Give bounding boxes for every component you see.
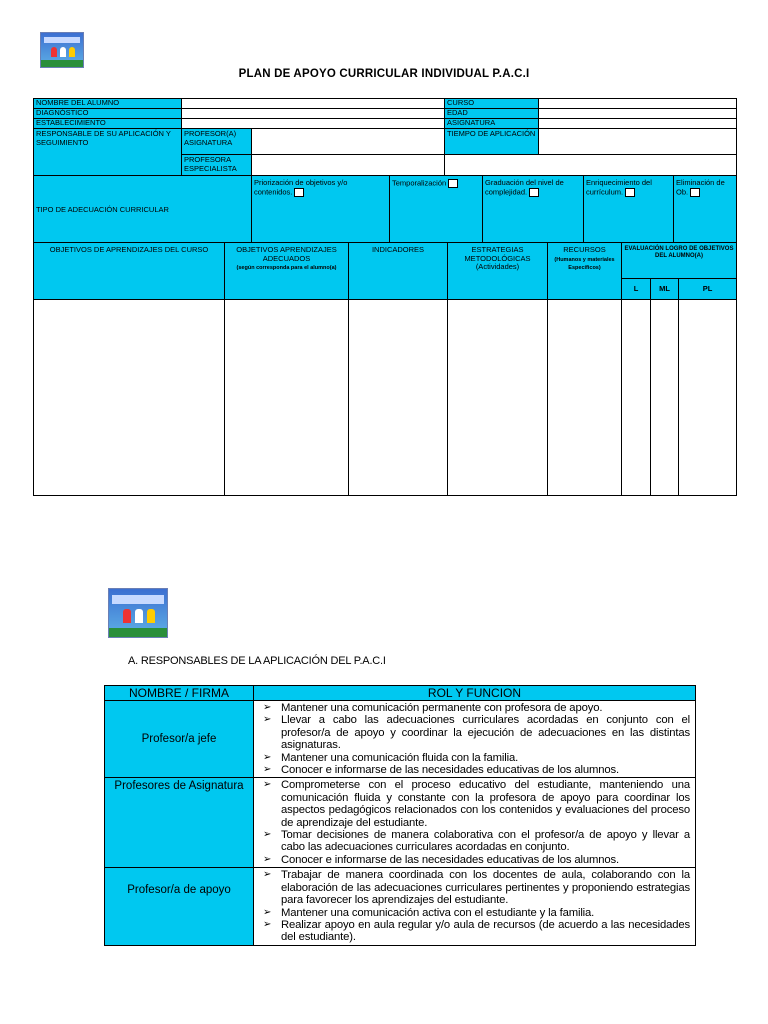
list-item: ➢ Conocer e informarse de las necesidades educativas de los alumnos. (281, 854, 690, 866)
body-objetivos-adecuados[interactable] (224, 299, 349, 496)
checkbox[interactable] (690, 188, 700, 197)
document-title: PLAN DE APOYO CURRICULAR INDIVIDUAL P.A.C.I (238, 68, 530, 80)
label-nombre: NOMBRE DEL ALUMNO (33, 98, 182, 109)
label-edad: EDAD (444, 108, 539, 119)
checkbox[interactable] (448, 179, 458, 188)
header-pl: PL (678, 278, 737, 300)
label-profesor-asignatura: PROFESOR(A) ASIGNATURA (181, 128, 252, 155)
option-temporalizacion[interactable] (389, 175, 483, 243)
header-rol-funcion: ROL Y FUNCION (254, 686, 696, 701)
field-profesor-asignatura[interactable] (251, 128, 445, 155)
label-tipo-adecuacion: TIPO DE ADECUACIÓN CURRICULAR (33, 175, 252, 243)
option-eliminacion[interactable] (673, 175, 737, 243)
body-l[interactable] (621, 299, 651, 496)
table-row (105, 868, 696, 945)
checkbox[interactable] (625, 188, 635, 197)
label-profesora-especialista: PROFESORA ESPECIALISTA (181, 154, 252, 176)
section-a-title: A. RESPONSABLES DE LA APLICACIÓN DEL P.A.C.I (128, 655, 386, 667)
table-row (105, 701, 696, 778)
list-item: ➢ Mantener una comunicación permanente con profesora de apoyo. (281, 702, 690, 714)
list-item: ➢ Tomar decisiones de manera colaborativa con el profesor/a de apoyo y llevar a cabo las adecuaciones curriculares acordadas en conjunto. (281, 829, 690, 854)
option-eliminacion-label: Eliminación de Ob. (676, 178, 725, 196)
option-graduacion[interactable] (482, 175, 584, 243)
option-temporalizacion-label: Temporalización (392, 178, 447, 188)
body-indicadores[interactable] (348, 299, 448, 496)
school-logo (108, 588, 168, 638)
list-item: ➢ Realizar apoyo en aula regular y/o aula de recursos (de acuerdo a las necesidades del estudiante). (281, 919, 690, 944)
label-responsable: RESPONSABLE DE SU APLICACIÓN Y SEGUIMIENTO (33, 128, 182, 176)
option-graduacion-label: Graduación del nivel de complejidad. (485, 178, 564, 196)
body-objetivos-curso[interactable] (33, 299, 225, 496)
role-name[interactable]: Profesor/a de apoyo (105, 868, 254, 945)
body-ml[interactable] (650, 299, 679, 496)
label-curso: CURSO (444, 98, 539, 109)
role-functions (254, 778, 696, 868)
label-tiempo: TIEMPO DE APLICACIÓN (444, 128, 539, 155)
list-item: ➢ Trabajar de manera coordinada con los docentes de aula, colaborando con la elaboración de las adecuaciones curriculares pertinentes y proponiendo estrategias para favorecer los aprendizajes del estudiante. (281, 869, 690, 906)
role-functions (254, 701, 696, 778)
header-estrategias: ESTRATEGIAS METODOLÓGICAS (Actividades) (447, 242, 548, 300)
header-objetivos-adecuados-text: OBJETIVOS APRENDIZAJES ADECUADOS (236, 245, 337, 263)
label-establecimiento: ESTABLECIMIENTO (33, 118, 182, 129)
header-nombre-firma: NOMBRE / FIRMA (105, 686, 254, 701)
header-recursos-text: RECURSOS (563, 245, 606, 254)
list-item: ➢ Conocer e informarse de las necesidades educativas de los alumnos. (281, 764, 690, 776)
table-row (105, 778, 696, 868)
school-logo (40, 32, 84, 68)
header-recursos (547, 242, 622, 300)
checkbox[interactable] (529, 188, 539, 197)
header-l: L (621, 278, 651, 300)
body-recursos[interactable] (547, 299, 622, 496)
option-enriquecimiento[interactable] (583, 175, 674, 243)
header-evaluacion: EVALUACIÓN LOGRO DE OBJETIVOS DEL ALUMNO(A) (621, 242, 737, 279)
body-pl[interactable] (678, 299, 737, 496)
role-name[interactable]: Profesores de Asignatura (105, 778, 254, 868)
list-item: ➢ Mantener una comunicación fluida con la familia. (281, 752, 690, 764)
list-item: ➢ Comprometerse con el proceso educativo del estudiante, manteniendo una comunicación fluida y constante con la profesora de apoyo para coordinar los aspectos pedagógicos relacionados con los contenidos y evaluaciones del proceso de aprendizaje del estudiante. (281, 779, 690, 829)
list-item: ➢ Mantener una comunicación activa con el estudiante y la familia. (281, 907, 690, 919)
checkbox[interactable] (294, 188, 304, 197)
field-blank[interactable] (444, 154, 737, 176)
label-diagnostico: DIAGNÓSTICO (33, 108, 182, 119)
header-objetivos-curso: OBJETIVOS DE APRENDIZAJES DEL CURSO (33, 242, 225, 300)
header-recursos-sub: (Humanos y materiales Específicos) (554, 256, 615, 271)
header-objetivos-adecuados (224, 242, 349, 300)
role-name[interactable]: Profesor/a jefe (105, 701, 254, 778)
header-objetivos-adecuados-sub: (según corresponda para el alumno(a) (236, 265, 337, 271)
roles-table (104, 685, 696, 946)
header-ml: ML (650, 278, 679, 300)
field-tiempo[interactable] (538, 128, 737, 155)
option-priorizacion-label: Priorización de objetivos y/o contenidos. (254, 178, 348, 196)
label-asignatura: ASIGNATURA (444, 118, 539, 129)
header-indicadores: INDICADORES (348, 242, 448, 300)
field-profesora-especialista[interactable] (251, 154, 445, 176)
option-priorizacion[interactable] (251, 175, 390, 243)
role-functions (254, 868, 696, 945)
option-enriquecimiento-label: Enriquecimiento del currículum. (586, 178, 652, 196)
body-estrategias[interactable] (447, 299, 548, 496)
list-item: ➢ Llevar a cabo las adecuaciones curriculares acordadas en conjunto con el profesor/a de apoyo y coordinar la ejecución de adecuaciones en las distintas asignaturas. (281, 714, 690, 751)
